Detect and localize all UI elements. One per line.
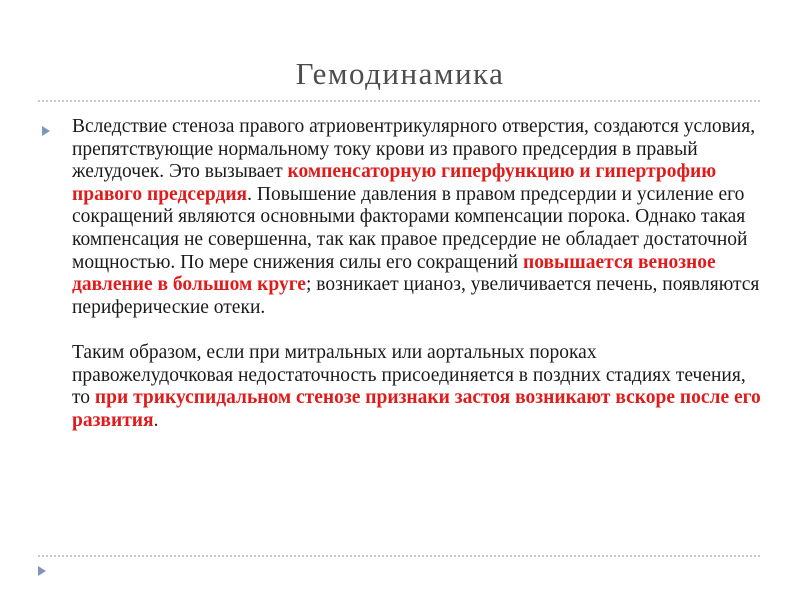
paragraph-2-highlight-1: при трикуспидальном стенозе признаки застоя возникают вскоре после его развития [72, 387, 761, 431]
slide-title: Гемодинамика [295, 56, 505, 91]
paragraph-1-text-2: . Повышение давления в правом предсердии и усиление его сокращений являются основными факторами компенсации порока. Однако такая компенсация не совершенна, так как правое предсердие не обладает достаточной мощностью. По мере снижения силы его сокращений [72, 183, 748, 273]
triangle-bullet-icon [42, 126, 50, 136]
paragraph-2-text-1: Таким образом, если при митральных или аортальных пороках правожелудочковая недостаточность присоединяется в поздних стадиях течения, то [72, 341, 746, 409]
paragraph-1-text-1: Вследствие стеноза правого атриовентрикулярного отверстия, создаются условия, препятствующие нормальному току крови из правого предсердия в правый желудочек. Это вызывает [72, 116, 756, 183]
paragraph-1-text-3: ; возникает цианоз, увеличивается печень, появляются периферические отеки. [72, 274, 760, 318]
paragraph-1-highlight-2: повышается венозное давление в большом круге [72, 251, 716, 296]
paragraph-2 [72, 342, 762, 432]
slide-body [72, 116, 762, 432]
triangle-arrow-icon [38, 566, 46, 576]
title-divider [38, 100, 760, 102]
footer-divider [38, 555, 760, 557]
paragraph-1-highlight-1: компенсаторную гиперфункцию и гипертрофию правого предсердия [72, 161, 717, 205]
paragraph-2-text-2: . [153, 409, 159, 431]
paragraph-1 [72, 116, 762, 319]
